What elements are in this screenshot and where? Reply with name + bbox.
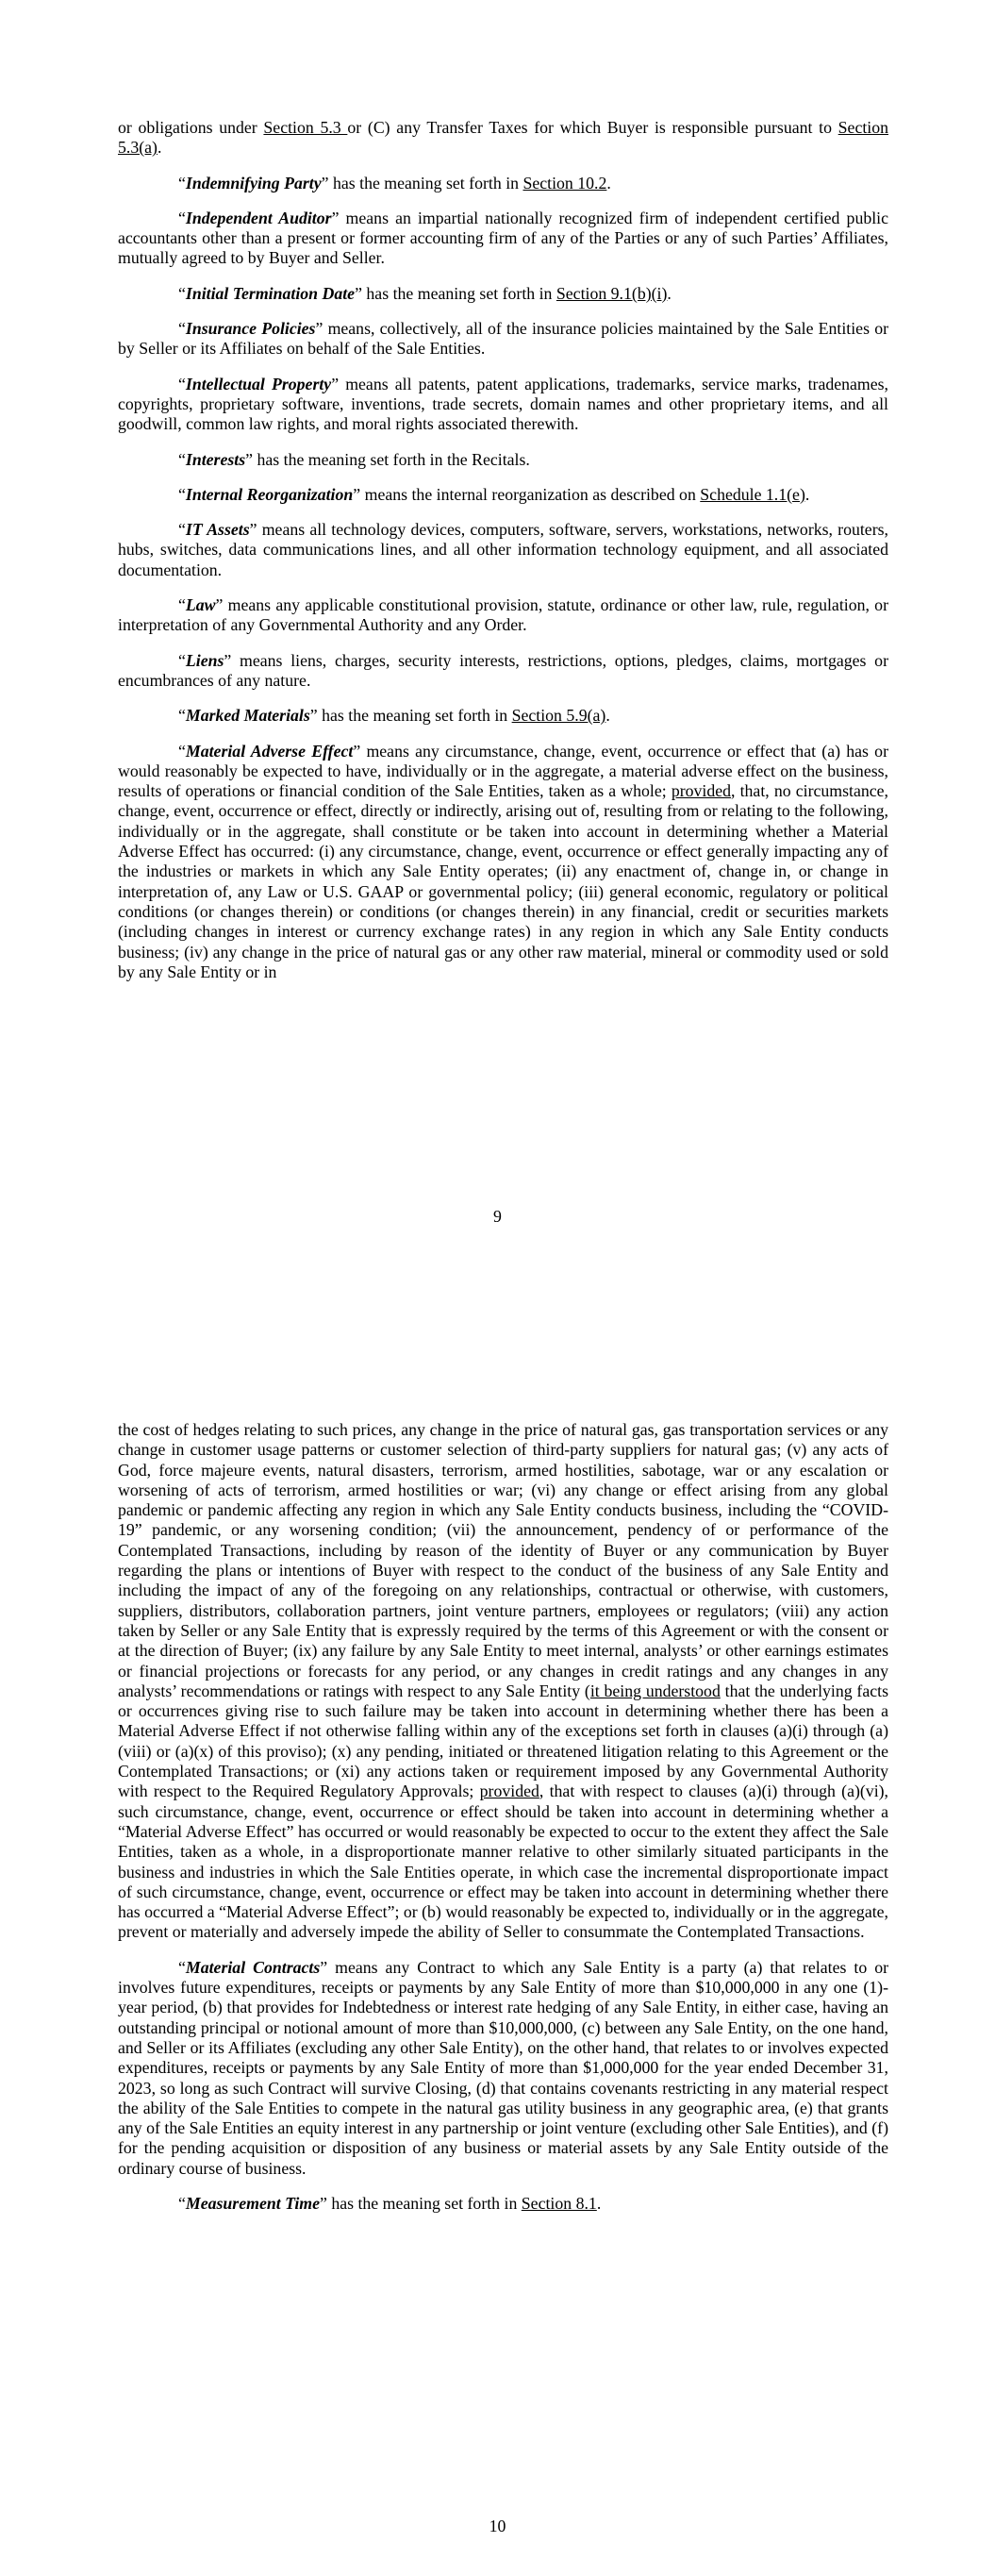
page-body: [118, 1420, 888, 2229]
definition-insurance-policies: “Insurance Policies” means, collectively, all of the insurance policies maintained by the Sale Entities or by Seller or its Affiliates on behalf of the Sale Entities.: [118, 319, 889, 359]
definition-independent-auditor: “Independent Auditor” means an impartial nationally recognized firm of independent certified public accountants other than a present or former accounting firm of any of the Parties or any of such Parties’ Affiliates, mutually agreed to by Buyer and Seller.: [118, 208, 888, 268]
definition-marked-materials: “Marked Materials” has the meaning set forth in Section 5.9(a).: [178, 706, 610, 726]
definition-indemnifying-party: “Indemnifying Party” has the meaning set forth in Section 10.2.: [178, 173, 611, 192]
definition-law: “Law” means any applicable constitutional provision, statute, ordinance or other law, rule, regulation, or interpretation of any Governmental Authority and any Order.: [118, 595, 888, 635]
page-number: 10: [489, 2517, 506, 2535]
definition-it-assets: “IT Assets” means all technology devices, computers, software, servers, workstations, networks, routers, hubs, switches, data communications lines, and all other information technology equipment, and all associated documentation.: [118, 520, 888, 579]
definition-material-adverse-effect: “Material Adverse Effect” means any circumstance, change, event, occurrence or effect that (a) has or would reasonably be expected to have, individually or in the aggregate, a material adverse effect on the business, results of operations or financial condition of the Sale Entities, taken as a whole; provided, that, no circumstance, change, event, occurrence or effect, directly or indirectly, arising out of, resulting from or relating to the following, individually or in the aggregate, shall constitute or be taken into account in determining whether a Material Adverse Effect has occurred: (i) any circumstance, change, event, occurrence or effect generally impacting any of the industries or markets in which any Sale Entity operates; (ii) any enactment of, change in, or change in interpretation of, any Law or U.S. GAAP or governmental policy; (iii) general economic, regulatory or political conditions (or changes therein) or conditions (or changes therein) in any financial, credit or securities markets (including changes in interest or currency exchange rates) in any region in which any Sale Entity conducts business; (iv) any change in the price of natural gas or any other raw material, mineral or commodity used or sold by any Sale Entity or in: [118, 741, 888, 981]
definition-internal-reorganization: “Internal Reorganization” means the internal reorganization as described on Schedule 1.1(e).: [178, 484, 810, 504]
paragraph: or obligations under Section 5.3 or (C) any Transfer Taxes for which Buyer is responsible pursuant to Section 5.3(a).: [118, 118, 889, 158]
definition-liens: “Liens” means liens, charges, security interests, restrictions, options, pledges, claims, mortgages or encumbrances of any nature.: [118, 650, 888, 690]
paragraph: the cost of hedges relating to such prices, any change in the price of natural gas, gas transportation services or any change in customer usage patterns or customer selection of third-party suppliers for natural gas; (v) any acts of God, force majeure events, natural disasters, terrorism, armed hostilities, sabotage, war or any escalation or worsening of acts of terrorism, armed hostilities or war; (vi) any change or effect arising from any global pandemic or pandemic affecting any region in which any Sale Entity conducts business, including the “COVID-19” pandemic, or any worsening condition; (vii) the announcement, pendency of or performance of the Contemplated Transactions, including by reason of the identity of Buyer or any communication by Buyer regarding the plans or intentions of Buyer with respect to the conduct of the business of any Sale Entity and including the impact of any of the foregoing on any relationships, contractual or otherwise, with customers, suppliers, distributors, collaboration partners, joint venture partners, employees or regulators; (viii) any action taken by Seller or any Sale Entity that is expressly required by the terms of this Agreement or with the consent or at the direction of Buyer; (ix) any failure by any Sale Entity to meet internal, analysts’ or other earnings estimates or financial projections or forecasts for any period, or any changes in credit ratings and any changes in any analysts’ recommendations or ratings with respect to any Sale Entity (it being understood that the underlying facts or occurrences giving rise to such failure may be taken into account in determining whether there has been a Material Adverse Effect if not otherwise falling within any of the exceptions set forth in clauses (a)(i) through (a)(viii) or (a)(x) of this proviso); (x) any pending, initiated or threatened litigation relating to this Agreement or the Contemplated Transactions; or (xi) any actions taken or requirement imposed by any Governmental Authority with respect to the Required Regulatory Approvals; provided, that with respect to clauses (a)(i) through (a)(vi), such circumstance, change, event, occurrence or effect should be taken into account in determining whether a “Material Adverse Effect” has occurred or would reasonably be expected to occur to the extent they affect the Sale Entities, taken as a whole, in a disproportionate manner relative to other similarly situated participants in the business and industries in which the Sale Entities operate, in which case the incremental disproportionate impact of such circumstance, change, event, occurrence or effect may be taken into account in determining whether there has occurred a “Material Adverse Effect”; or (b) would reasonably be expected to, individually or in the aggregate, prevent or materially and adversely impede the ability of Seller to consummate the Contemplated Transactions.: [118, 1420, 888, 1942]
page-body: [118, 118, 888, 997]
definition-measurement-time: “Measurement Time” has the meaning set forth in Section 8.1.: [178, 2193, 602, 2213]
definition-initial-termination-date: “Initial Termination Date” has the meaning set forth in Section 9.1(b)(i).: [178, 283, 672, 303]
page-number: 9: [493, 1207, 502, 1226]
definition-intellectual-property: “Intellectual Property” means all patents, patent applications, trademarks, service marks, tradenames, copyrights, proprietary software, inventions, trade secrets, domain names and other proprietary items, and all goodwill, common law rights, and moral rights associated therewith.: [118, 374, 889, 434]
definition-material-contracts: “Material Contracts” means any Contract to which any Sale Entity is a party (a) that relates to or involves future expenditures, receipts or payments by any Sale Entity of more than $10,000,000 in any one (1)-year period, (b) that provides for Indebtedness or interest rate hedging of any Sale Entity, in either case, having an outstanding principal or notional amount of more than $10,000,000, (c) between any Sale Entity, on the one hand, and Seller or its Affiliates (excluding any other Sale Entity), on the other hand, that relates to or involves expected expenditures, receipts or payments by any Sale Entity of more than $1,000,000 for the year ended December 31, 2023, so long as such Contract will survive Closing, (d) that contains covenants restricting in any material respect the ability of the Sale Entities to compete in the natural gas utility business in any geographic area, (e) that grants any of the Sale Entities an equity interest in any partnership or joint venture (excluding other Sale Entities), and (f) for the pending acquisition or disposition of any business or material assets by any Sale Entity outside of the ordinary course of business.: [118, 1957, 889, 2178]
document-page-10: [0, 1288, 995, 2576]
definition-interests: “Interests” has the meaning set forth in the Recitals.: [178, 449, 530, 469]
